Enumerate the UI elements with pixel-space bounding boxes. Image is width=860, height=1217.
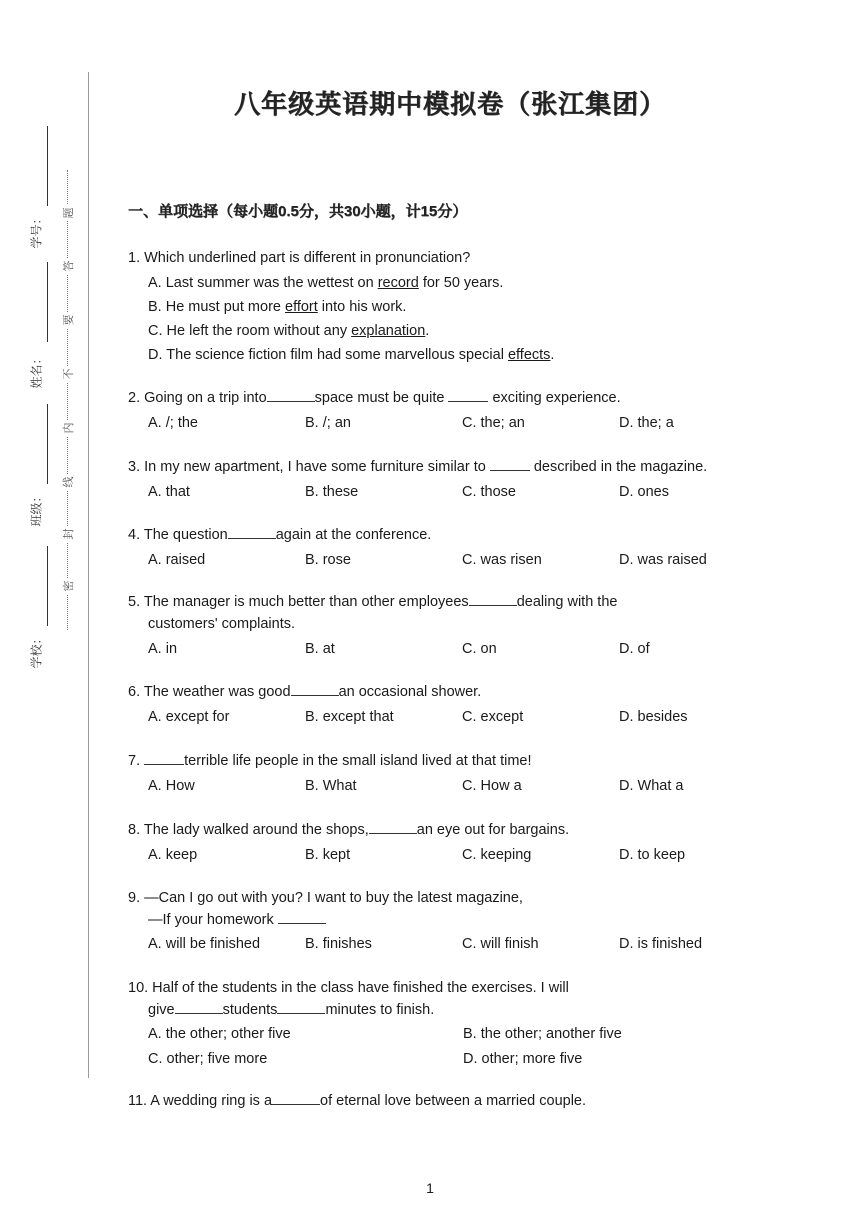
seal-char: 答 bbox=[60, 258, 76, 274]
option-a[interactable]: A. Last summer was the wettest on record for 50 years. bbox=[148, 275, 504, 291]
option-a[interactable]: A. the other; other five bbox=[148, 1026, 291, 1042]
option-b[interactable]: B. He must put more effort into his work. bbox=[148, 299, 407, 315]
question-stem: 5. The manager is much better than other employees dealing with the bbox=[128, 591, 776, 613]
question-8 bbox=[128, 819, 776, 866]
option-d[interactable]: D. other; more five bbox=[463, 1051, 583, 1067]
question-stem: 7. terrible life people in the small island lived at that time! bbox=[128, 750, 776, 772]
seal-char: 要 bbox=[60, 312, 76, 328]
option-d[interactable]: D. The science fiction film had some marvellous special effects. bbox=[148, 347, 555, 363]
option-b[interactable]: B. these bbox=[305, 484, 359, 500]
seal-char: 线 bbox=[60, 474, 76, 490]
question-stem: 3. In my new apartment, I have some furniture similar to described in the magazine. bbox=[128, 456, 776, 478]
option-a[interactable]: A. except for bbox=[148, 709, 230, 725]
option-d[interactable]: D. to keep bbox=[619, 847, 686, 863]
answer-blank bbox=[175, 999, 223, 1014]
option-d[interactable]: D. of bbox=[619, 641, 650, 657]
question-6 bbox=[128, 681, 776, 728]
seal-char: 不 bbox=[60, 366, 76, 382]
question-10 bbox=[128, 977, 778, 1070]
answer-blank bbox=[490, 456, 530, 471]
option-d[interactable]: D. besides bbox=[619, 709, 688, 725]
seal-char: 封 bbox=[60, 526, 76, 542]
option-d[interactable]: D. ones bbox=[619, 484, 669, 500]
option-a[interactable]: A. How bbox=[148, 778, 195, 794]
option-d[interactable]: D. is finished bbox=[619, 936, 703, 952]
option-b[interactable]: B. except that bbox=[305, 709, 394, 725]
option-a[interactable]: A. /; the bbox=[148, 415, 198, 431]
option-c[interactable]: C. was risen bbox=[462, 552, 542, 568]
seal-char: 密 bbox=[60, 578, 76, 594]
option-b[interactable]: B. /; an bbox=[305, 415, 351, 431]
answer-blank bbox=[144, 750, 184, 765]
exam-title: 八年级英语期中模拟卷（张江集团） bbox=[233, 89, 666, 119]
page-number: 1 bbox=[426, 1180, 434, 1196]
question-5 bbox=[128, 591, 776, 660]
option-b[interactable]: B. What bbox=[305, 778, 357, 794]
question-stem: 6. The weather was good an occasional shower. bbox=[128, 681, 776, 703]
answer-blank bbox=[469, 591, 517, 606]
question-stem: 2. Going on a trip into space must be quite exciting experience. bbox=[128, 387, 776, 409]
name-field[interactable] bbox=[47, 262, 48, 342]
question-stem-continued: —If your homework bbox=[128, 909, 776, 931]
class-field[interactable] bbox=[47, 404, 48, 484]
answer-blank bbox=[267, 387, 315, 402]
option-d[interactable]: D. the; a bbox=[619, 415, 674, 431]
question-2 bbox=[128, 387, 776, 434]
question-stem: 8. The lady walked around the shops, an eye out for bargains. bbox=[128, 819, 776, 841]
student-id-field[interactable] bbox=[47, 126, 48, 206]
option-c[interactable]: C. other; five more bbox=[148, 1051, 268, 1067]
question-11 bbox=[128, 1090, 586, 1112]
question-3 bbox=[128, 456, 776, 503]
answer-blank bbox=[369, 819, 417, 834]
option-b[interactable]: B. at bbox=[305, 641, 335, 657]
option-c[interactable]: C. those bbox=[462, 484, 516, 500]
option-c[interactable]: C. the; an bbox=[462, 415, 525, 431]
seal-line bbox=[67, 170, 69, 630]
option-a[interactable]: A. in bbox=[148, 641, 178, 657]
answer-blank bbox=[278, 909, 326, 924]
question-7 bbox=[128, 750, 776, 797]
question-9 bbox=[128, 887, 776, 955]
option-c[interactable]: C. keeping bbox=[462, 847, 532, 863]
option-c[interactable]: C. will finish bbox=[462, 936, 539, 952]
option-b[interactable]: B. kept bbox=[305, 847, 351, 863]
question-4 bbox=[128, 524, 776, 571]
answer-blank bbox=[228, 524, 276, 539]
option-b[interactable]: B. rose bbox=[305, 552, 351, 568]
answer-blank bbox=[272, 1090, 320, 1105]
option-b[interactable]: B. finishes bbox=[305, 936, 372, 952]
section-heading: 一、单项选择（每小题0.5分，共30小题，计15分） bbox=[128, 203, 468, 220]
option-d[interactable]: D. What a bbox=[619, 778, 684, 794]
question-stem-continued: give students minutes to finish. bbox=[128, 999, 778, 1021]
option-a[interactable]: A. that bbox=[148, 484, 190, 500]
option-c[interactable]: C. on bbox=[462, 641, 497, 657]
answer-blank bbox=[277, 999, 325, 1014]
student-id-label: 学号： bbox=[29, 212, 44, 249]
option-c[interactable]: C. He left the room without any explanation. bbox=[148, 323, 430, 339]
question-stem: 11. A wedding ring is a of eternal love between a married couple. bbox=[128, 1090, 586, 1112]
seal-char: 题 bbox=[60, 205, 76, 221]
option-a[interactable]: A. will be finished bbox=[148, 936, 261, 952]
question-stem-continued: customers' complaints. bbox=[148, 616, 296, 632]
option-a[interactable]: A. raised bbox=[148, 552, 206, 568]
name-label: 姓名： bbox=[29, 352, 44, 389]
binding-margin-line bbox=[88, 72, 89, 1078]
option-d[interactable]: D. was raised bbox=[619, 552, 707, 568]
question-stem: 1. Which underlined part is different in pronunciation? bbox=[128, 250, 471, 266]
question-1 bbox=[128, 247, 554, 367]
school-field[interactable] bbox=[47, 546, 48, 626]
option-b[interactable]: B. the other; another five bbox=[463, 1026, 622, 1042]
school-label: 学校： bbox=[29, 632, 44, 669]
question-stem: 10. Half of the students in the class have finished the exercises. I will bbox=[128, 980, 569, 996]
class-label: 班级： bbox=[29, 490, 44, 527]
question-stem: 9. —Can I go out with you? I want to buy the latest magazine, bbox=[128, 890, 523, 906]
seal-char: 内 bbox=[60, 420, 76, 436]
option-c[interactable]: C. How a bbox=[462, 778, 522, 794]
option-c[interactable]: C. except bbox=[462, 709, 524, 725]
question-stem: 4. The question again at the conference. bbox=[128, 524, 776, 546]
answer-blank bbox=[291, 681, 339, 696]
option-a[interactable]: A. keep bbox=[148, 847, 198, 863]
answer-blank bbox=[448, 387, 488, 402]
